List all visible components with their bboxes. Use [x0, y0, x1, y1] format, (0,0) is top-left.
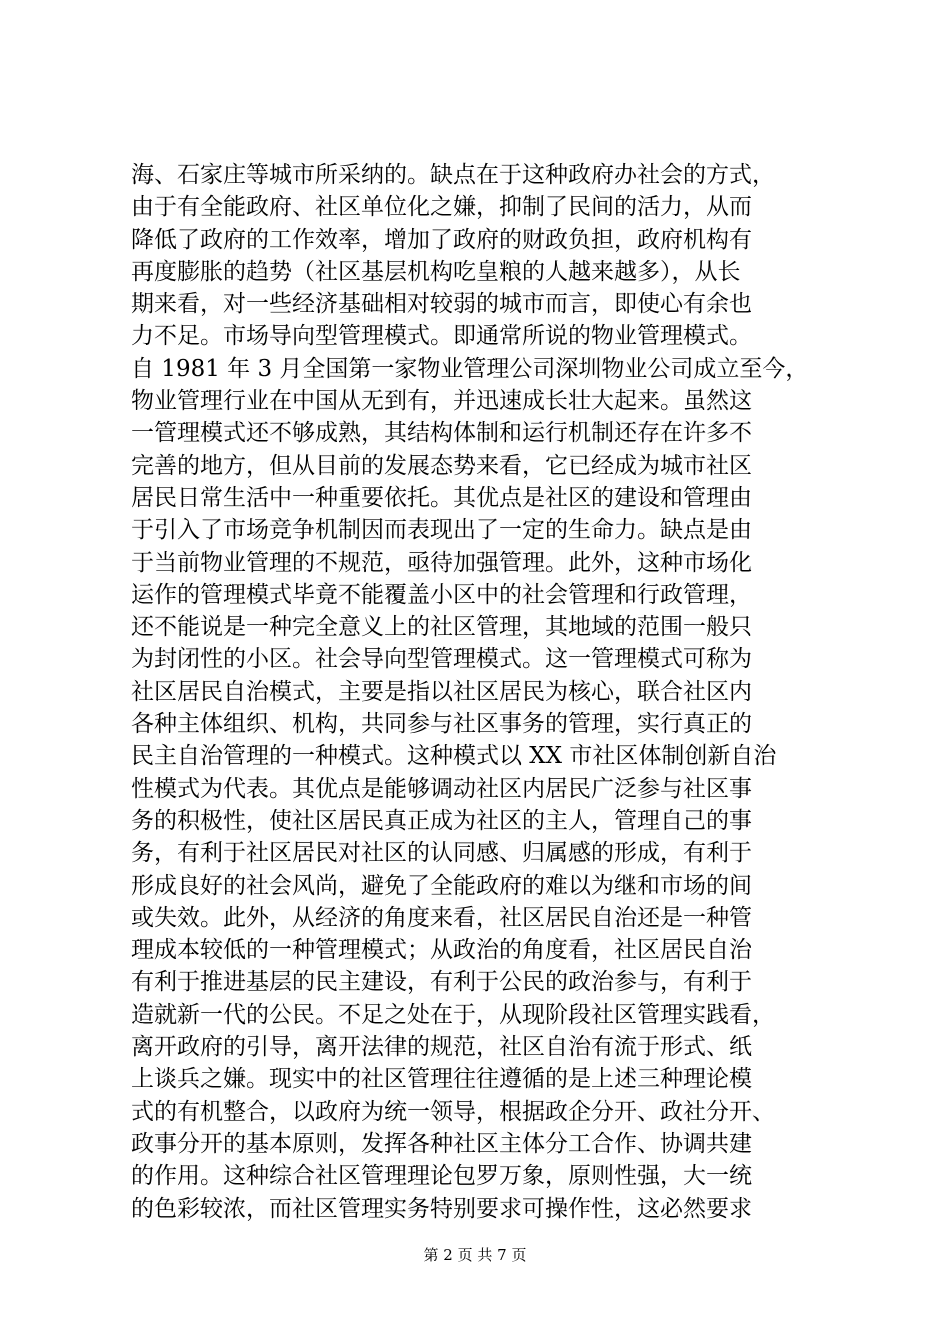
- text-line: 性模式为代表。其优点是能够调动社区内居民广泛参与社区事: [131, 775, 752, 802]
- text-line: 民主自治管理的一种模式。这种模式以 XX 市社区体制创新自治: [131, 743, 777, 770]
- text-line: 自 1981 年 3 月全国第一家物业管理公司深圳物业公司成立至今，: [131, 355, 809, 382]
- text-line: 各种主体组织、机构，共同参与社区事务的管理，实行真正的: [131, 711, 752, 738]
- text-line: 政事分开的基本原则，发挥各种社区主体分工合作、协调共建: [131, 1130, 752, 1157]
- text-line: 运作的管理模式毕竟不能覆盖小区中的社会管理和行政管理，: [131, 581, 752, 608]
- text-line: 形成良好的社会风尚，避免了全能政府的难以为继和市场的间: [131, 872, 752, 899]
- text-line: 务的积极性，使社区居民真正成为社区的主人，管理自己的事: [131, 807, 752, 834]
- page-number: 第 2 页 共 7 页: [423, 1246, 527, 1264]
- text-line: 还不能说是一种完全意义上的社区管理，其地域的范围一般只: [131, 614, 752, 641]
- text-line: 降低了政府的工作效率，增加了政府的财政负担，政府机构有: [131, 226, 752, 253]
- text-line: 再度膨胀的趋势（社区基层机构吃皇粮的人越来越多），从长: [131, 258, 741, 285]
- text-line: 离开政府的引导，离开法律的规范，社区自治有流于形式、纸: [131, 1034, 752, 1061]
- text-line: 有利于推进基层的民主建设，有利于公民的政治参与，有利于: [131, 969, 752, 996]
- text-line: 或失效。此外，从经济的角度来看，社区居民自治还是一种管: [131, 904, 752, 931]
- text-line: 于引入了市场竞争机制因而表现出了一定的生命力。缺点是由: [131, 517, 752, 544]
- text-line: 社区居民自治模式，主要是指以社区居民为核心，联合社区内: [131, 678, 752, 705]
- text-line: 力不足。市场导向型管理模式。即通常所说的物业管理模式。: [131, 323, 752, 350]
- text-line: 海、石家庄等城市所采纳的。缺点在于这种政府办社会的方式，: [131, 162, 775, 188]
- body-text: [131, 159, 831, 1225]
- text-line: 式的有机整合，以政府为统一领导，根据政企分开、政社分开、: [131, 1098, 775, 1125]
- text-line: 由于有全能政府、社区单位化之嫌，抑制了民间的活力，从而: [131, 194, 752, 221]
- text-line: 物业管理行业在中国从无到有，并迅速成长壮大起来。虽然这: [131, 388, 752, 415]
- text-line: 于当前物业管理的不规范，亟待加强管理。此外，这种市场化: [131, 549, 752, 576]
- text-line: 的色彩较浓，而社区管理实务特别要求可操作性，这必然要求: [131, 1195, 752, 1222]
- text-line: 期来看，对一些经济基础相对较弱的城市而言，即使心有余也: [131, 291, 752, 318]
- page-footer: [0, 1245, 950, 1265]
- text-line: 务，有利于社区居民对社区的认同感、归属感的形成，有利于: [131, 840, 752, 867]
- text-line: 为封闭性的小区。社会导向型管理模式。这一管理模式可称为: [131, 646, 752, 673]
- text-line: 造就新一代的公民。不足之处在于，从现阶段社区管理实践看，: [131, 1001, 775, 1028]
- text-line: 完善的地方，但从目前的发展态势来看，它已经成为城市社区: [131, 452, 752, 479]
- text-line: 理成本较低的一种管理模式；从政治的角度看，社区居民自治: [131, 937, 752, 964]
- text-line: 上谈兵之嫌。现实中的社区管理往往遵循的是上述三种理论模: [131, 1066, 752, 1093]
- text-line: 居民日常生活中一种重要依托。其优点是社区的建设和管理由: [131, 484, 752, 511]
- text-line: 的作用。这种综合社区管理理论包罗万象，原则性强，大一统: [131, 1163, 752, 1190]
- text-line: 一管理模式还不够成熟，其结构体制和运行机制还存在许多不: [131, 420, 752, 447]
